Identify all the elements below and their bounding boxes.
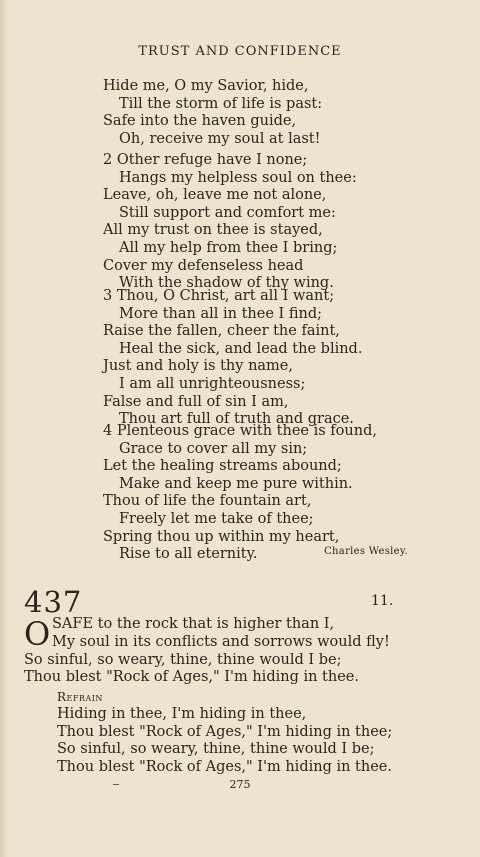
page-header: TRUST AND CONFIDENCE (138, 44, 342, 59)
drop-cap: O (24, 615, 51, 653)
stanza-1 (103, 78, 322, 148)
verse-line: My soul in its conflicts and sorrows would fly! (52, 633, 390, 650)
stanza-line: Hangs my helpless soul on thee: (119, 169, 357, 186)
stanza-line: Heal the sick, and lead the blind. (119, 340, 363, 357)
stanza-line: Cover my defenseless head (103, 257, 304, 274)
stanza-line: Till the storm of life is past: (119, 95, 323, 112)
refrain-line: Hiding in thee, I'm hiding in thee, (57, 706, 307, 722)
page-number: 275 (229, 778, 251, 791)
stanza-line: Thou art full of truth and grace. (119, 411, 354, 428)
refrain-label: Refrain (57, 690, 103, 704)
page-edge-shadow (0, 0, 8, 857)
stanza-2 (103, 152, 357, 293)
stanza-4 (103, 423, 377, 564)
stanza-line: With the shadow of thy wing. (119, 275, 334, 292)
stanza-line: 2 Other refuge have I none; (103, 152, 308, 168)
refrain (57, 706, 392, 776)
stanza-line: Still support and comfort me: (119, 204, 336, 221)
hymn-number: 437 (24, 585, 83, 619)
stanza-line: Rise to all eternity. (119, 546, 258, 563)
verse-line: Thou blest "Rock of Ages," I'm hiding in thee. (24, 669, 359, 686)
stanza-line: Hide me, O my Savior, hide, (103, 78, 309, 94)
stanza-line: Raise the fallen, cheer the faint, (103, 323, 340, 340)
stanza-3 (103, 288, 362, 429)
stanza-line: 3 Thou, O Christ, art all I want; (103, 288, 335, 304)
stanza-line: All my help from thee I bring; (119, 239, 338, 256)
stanza-line: Just and holy is thy name, (103, 358, 293, 375)
stanza-line: Leave, oh, leave me not alone, (103, 187, 327, 204)
hymn-meter: 11. (371, 593, 394, 609)
stanza-line: False and full of sin I am, (103, 393, 289, 410)
verse-line: So sinful, so weary, thine, thine would I be; (24, 651, 342, 668)
stanza-line: Oh, receive my soul at last! (119, 130, 321, 147)
refrain-line: So sinful, so weary, thine, thine would I be; (57, 741, 375, 757)
hymn-first-verse (24, 616, 390, 687)
stanza-line: I am all unrighteousness; (119, 375, 306, 392)
stanza-line: All my trust on thee is stayed, (103, 222, 323, 239)
stanza-line: 4 Plenteous grace with thee is found, (103, 423, 377, 439)
stanza-line: Let the healing streams abound; (103, 458, 342, 475)
stanza-line: Grace to cover all my sin; (119, 440, 308, 457)
stanza-line: Thou of life the fountain art, (103, 493, 312, 510)
stanza-line: Freely let me take of thee; (119, 510, 314, 527)
author-credit: Charles Wesley. (324, 546, 408, 557)
stanza-line: Safe into the haven guide, (103, 113, 297, 130)
stanza-line: Make and keep me pure within. (119, 475, 353, 492)
stanza-line: Spring thou up within my heart, (103, 528, 340, 545)
verse-line: SAFE to the rock that is higher than I, (52, 616, 335, 632)
refrain-line: Thou blest "Rock of Ages," I'm hiding in thee. (57, 758, 392, 775)
stanza-line: More than all in thee I find; (119, 305, 323, 322)
refrain-line: Thou blest "Rock of Ages," I'm hiding in thee; (57, 723, 393, 740)
